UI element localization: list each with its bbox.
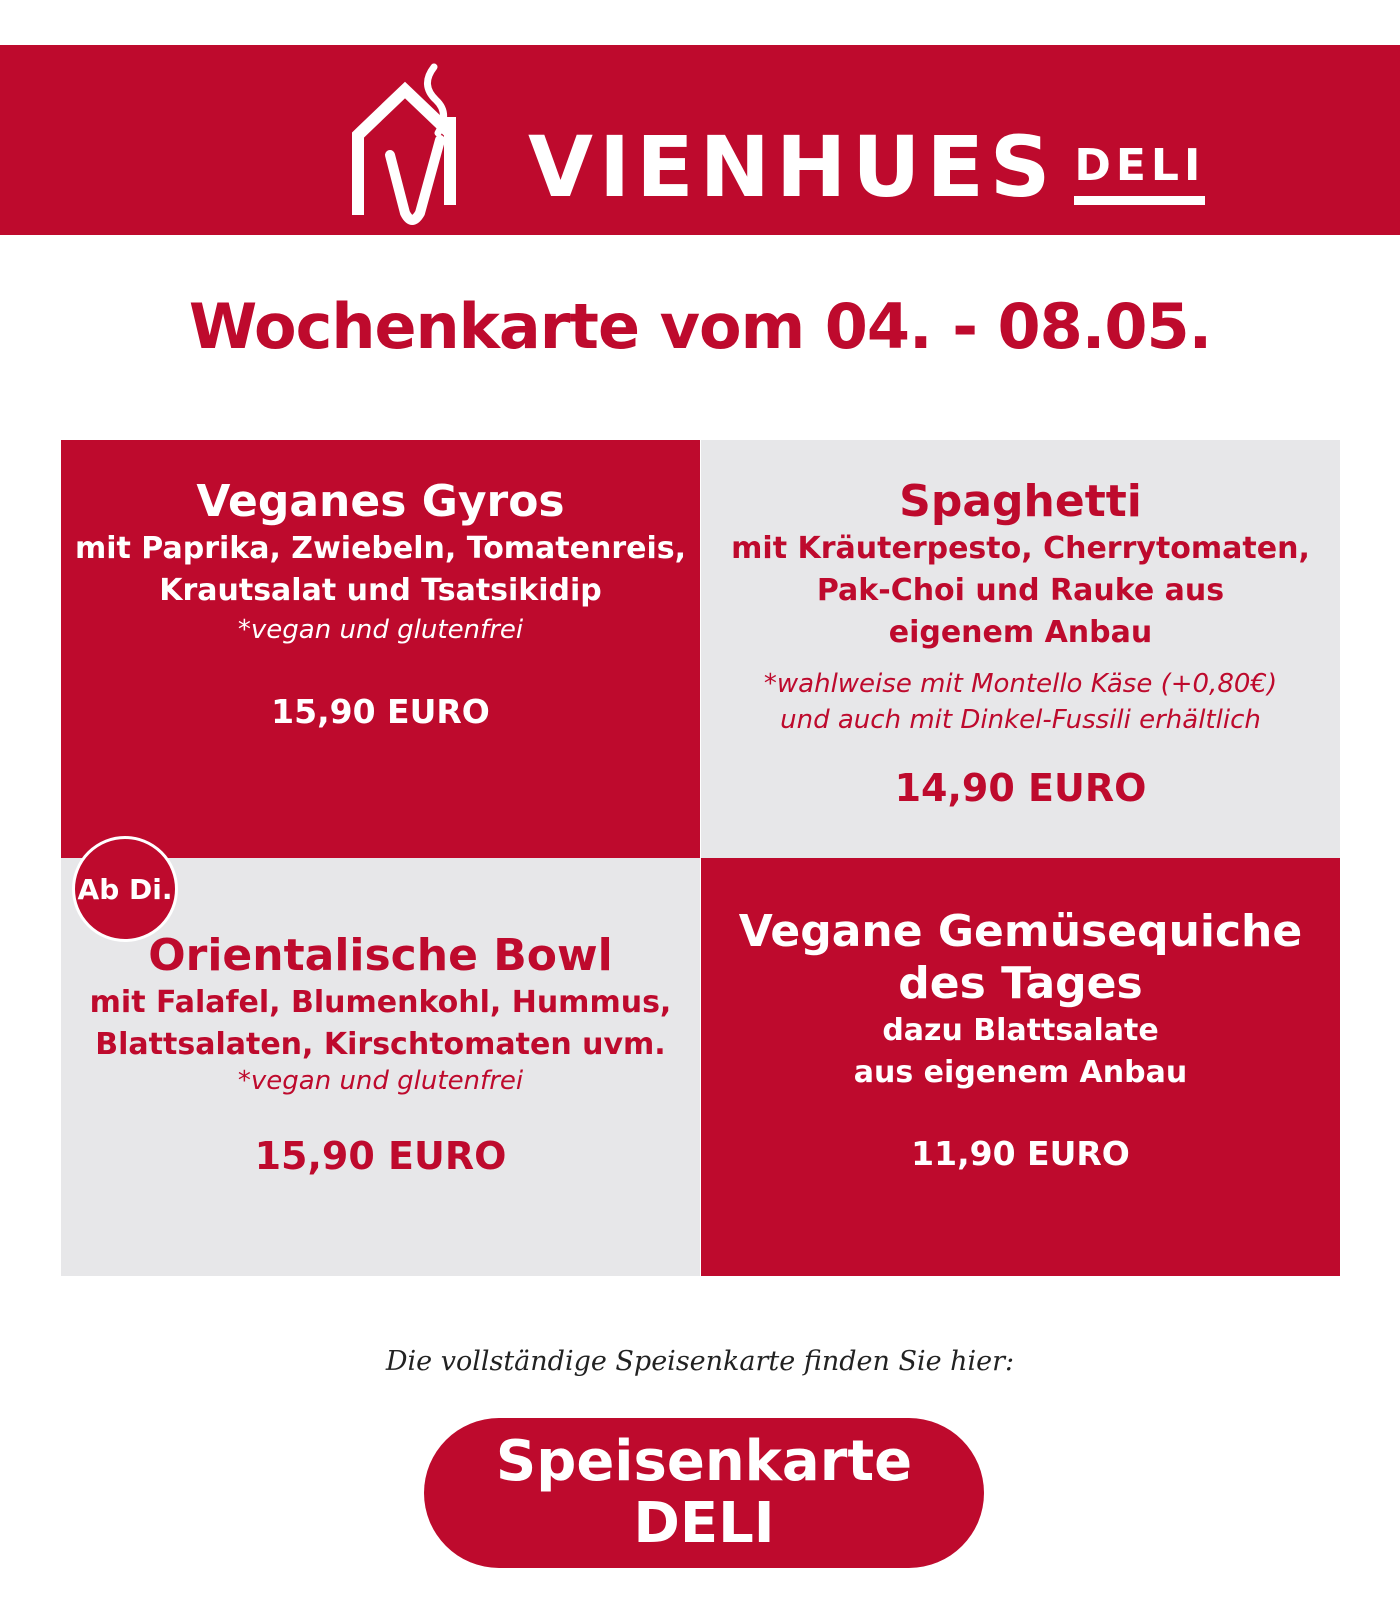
- dish-desc-line: mit Falafel, Blumenkohl, Hummus,: [89, 985, 672, 1020]
- dish-title: Orientalische Bowl: [148, 930, 613, 981]
- button-label-line: DELI: [633, 1491, 775, 1556]
- dish-note: *vegan und glutenfrei: [237, 615, 524, 645]
- dish-desc-line: Pak-Choi und Rauke aus: [816, 573, 1225, 608]
- dish-desc-line: mit Kräuterpesto, Cherrytomaten,: [731, 531, 1310, 566]
- speisenkarte-button[interactable]: [424, 1418, 984, 1568]
- dish-title: Vegane Gemüsequiche: [738, 906, 1303, 957]
- dish-desc-line: mit Paprika, Zwiebeln, Tomatenreis,: [74, 531, 687, 566]
- menu-item-vegane-gemuesequiche: [701, 858, 1340, 1276]
- availability-badge: Ab Di.: [72, 836, 178, 942]
- dish-title: Veganes Gyros: [196, 476, 565, 527]
- brand-sub: DELI: [1074, 140, 1205, 205]
- dish-title: des Tages: [898, 958, 1143, 1009]
- button-label-line: Speisenkarte: [495, 1429, 913, 1494]
- page-title: Wochenkarte vom 04. - 08.05.: [188, 290, 1212, 363]
- dish-price: 15,90 EURO: [271, 692, 490, 731]
- header-banner: [0, 45, 1400, 235]
- dish-desc-line: aus eigenem Anbau: [853, 1055, 1188, 1090]
- menu-grid: [61, 440, 1340, 1276]
- dish-desc-line: dazu Blattsalate: [882, 1013, 1159, 1048]
- dish-note: *wahlweise mit Montello Käse (+0,80€): [763, 669, 1278, 699]
- menu-item-spaghetti: [701, 440, 1340, 858]
- dish-price: 15,90 EURO: [254, 1134, 507, 1178]
- dish-desc-line: Krautsalat und Tsatsikidip: [159, 573, 602, 608]
- brand-wordmark: [528, 118, 1206, 216]
- dish-desc-line: eigenem Anbau: [888, 615, 1153, 650]
- dish-title: Spaghetti: [899, 476, 1142, 527]
- house-flame-icon: [350, 55, 470, 225]
- dish-note: und auch mit Dinkel-Fussili erhältlich: [780, 705, 1261, 735]
- dish-price: 11,90 EURO: [911, 1134, 1130, 1173]
- dish-desc-line: Blattsalaten, Kirschtomaten uvm.: [95, 1027, 666, 1062]
- dish-note: *vegan und glutenfrei: [237, 1066, 524, 1096]
- dish-price: 14,90 EURO: [894, 766, 1147, 810]
- menu-item-veganes-gyros: [61, 440, 700, 858]
- brand-name: VIENHUES: [528, 118, 1057, 216]
- footer-text: Die vollständige Speisenkarte finden Sie hier:: [385, 1346, 1015, 1377]
